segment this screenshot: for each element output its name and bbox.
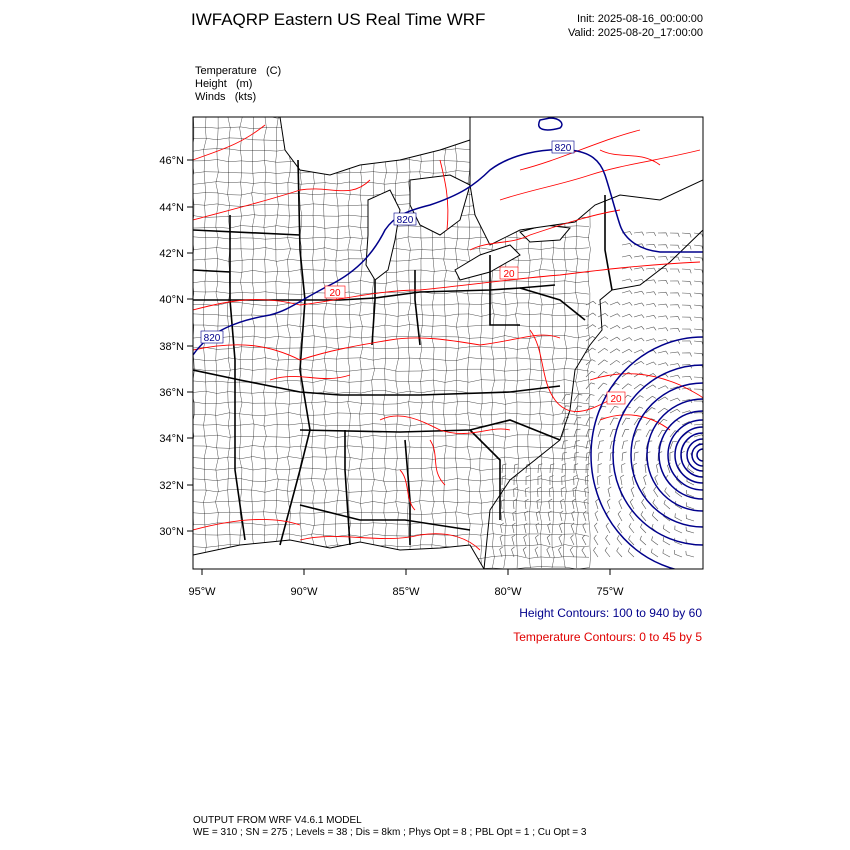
lat-tick-label: 44°N [159,202,184,214]
field-label-temperature: Temperature (C) [195,65,282,77]
lat-tick-label: 40°N [159,294,184,306]
temp-label-text: 20 [503,269,515,280]
temperature-contour-legend: Temperature Contours: 0 to 45 by 5 [513,630,702,644]
valid-time: Valid: 2025-08-20_17:00:00 [568,27,703,39]
lon-tick-label: 95°W [188,586,216,598]
lat-tick-label: 32°N [159,480,184,492]
height-label [325,286,345,299]
longitude-axis [188,569,624,598]
plot-title: IWFAQRP Eastern US Real Time WRF [191,10,486,29]
footer-model: OUTPUT FROM WRF V4.6.1 MODEL [193,815,362,826]
lat-tick-label: 42°N [159,248,184,260]
temp-label [607,392,625,405]
height-label [201,331,223,344]
lake-huron [410,175,470,235]
canada-region [470,117,703,245]
wind-barbs [500,232,704,557]
gulf-of-mexico [193,540,484,569]
init-time: Init: 2025-08-16_00:00:00 [577,13,703,25]
temp-label-text: 20 [329,288,341,299]
field-label-height: Height (m) [195,78,253,90]
lat-tick-label: 36°N [159,387,184,399]
lat-tick-label: 46°N [159,155,184,167]
height-label-text: 820 [203,333,221,344]
footer-config: WE = 310 ; SN = 275 ; Levels = 38 ; Dis = 8km ; Phys Opt = 8 ; PBL Opt = 1 ; Cu Opt = 3 [193,827,587,838]
lon-tick-label: 75°W [596,586,624,598]
lat-tick-label: 30°N [159,526,184,538]
lon-tick-label: 90°W [290,586,318,598]
lat-tick-label: 34°N [159,433,184,445]
field-label-winds: Winds (kts) [195,91,257,103]
lon-tick-label: 80°W [494,586,522,598]
temp-label-text: 20 [610,394,622,405]
height-label [394,213,416,226]
height-label [552,141,574,154]
height-label-text: 820 [396,215,414,226]
lat-tick-label: 38°N [159,341,184,353]
lon-tick-label: 85°W [392,586,420,598]
temp-label [500,267,518,280]
height-label-text: 820 [554,143,572,154]
height-contour-legend: Height Contours: 100 to 940 by 60 [519,606,702,620]
latitude-axis [159,155,193,538]
